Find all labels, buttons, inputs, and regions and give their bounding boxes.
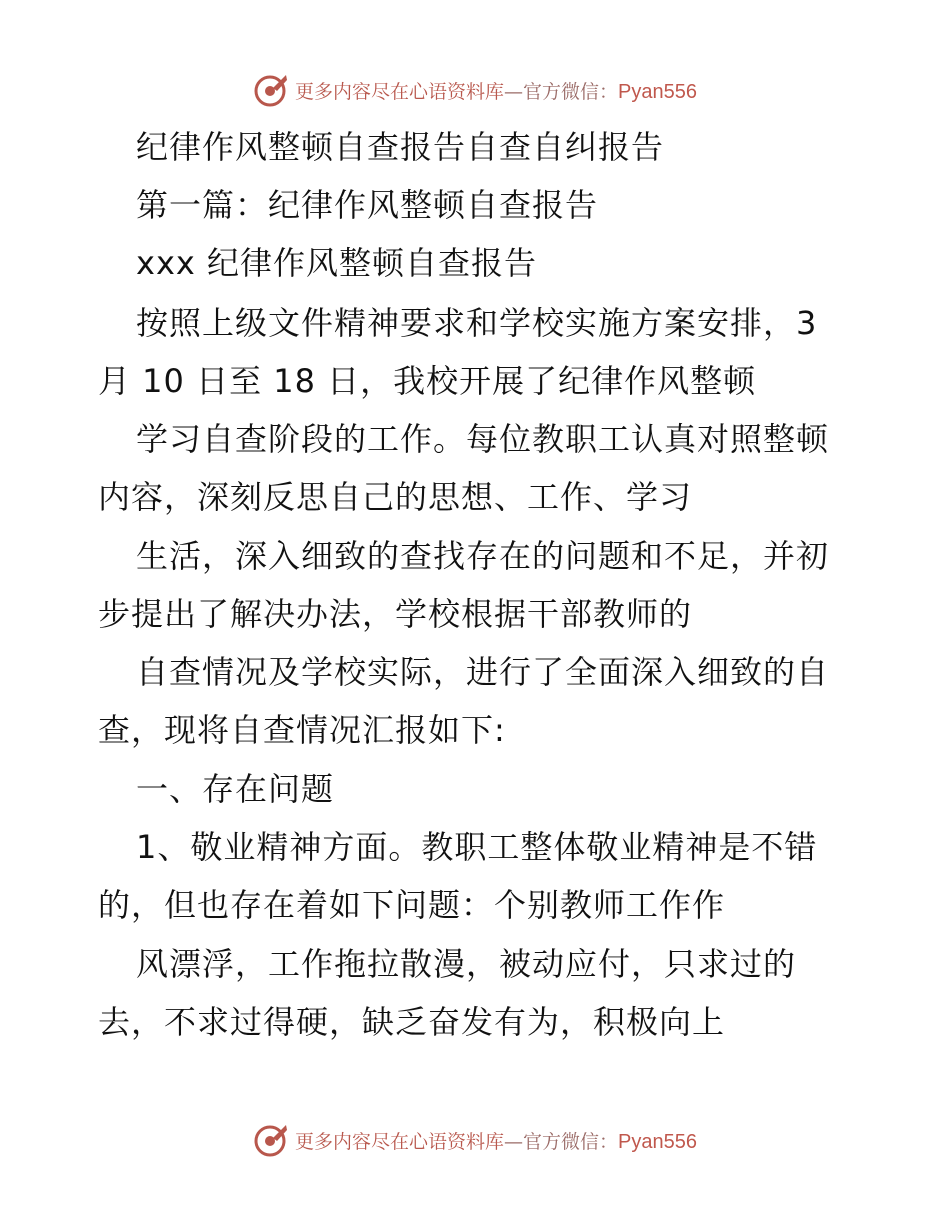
paragraph-line: 1、敬业精神方面。教职工整体敬业精神是不错 [136, 828, 818, 866]
banner-contact-label: 官方微信： [523, 1130, 619, 1153]
paragraph-line: 学习自查阶段的工作。每位教职工认真对照整顿 [136, 420, 830, 458]
paragraph-line: 查，现将自查情况汇报如下: [98, 711, 506, 749]
footer-banner [0, 1120, 950, 1160]
paragraph-line: 的，但也存在着如下问题：个别教师工作作 [98, 886, 726, 924]
doc-subtitle: 第一篇：纪律作风整顿自查报告 [136, 186, 599, 224]
brand-logo-icon [253, 72, 289, 108]
paragraph-line: 风漂浮，工作拖拉散漫，被动应付，只求过的 [136, 945, 797, 983]
paragraph-line: 步提出了解决办法，学校根据干部教师的 [98, 595, 693, 633]
banner-separator: — [504, 80, 524, 103]
doc-title: 纪律作风整顿自查报告自查自纠报告 [136, 128, 665, 166]
header-banner [0, 70, 950, 110]
paragraph-line: 按照上级文件精神要求和学校实施方案安排，3 [136, 304, 818, 342]
banner-contact-label: 官方微信： [523, 80, 619, 103]
section-heading: 一、存在问题 [136, 770, 335, 808]
doc-heading: xxx 纪律作风整顿自查报告 [136, 244, 537, 282]
banner-text: 更多内容尽在心语资料库 [295, 1130, 505, 1153]
paragraph-line: 生活，深入细致的查找存在的问题和不足，并初 [136, 537, 830, 575]
banner-separator: — [504, 1130, 524, 1153]
paragraph-line: 去，不求过得硬，缺乏奋发有为，积极向上 [98, 1003, 726, 1041]
brand-logo-icon [253, 1122, 289, 1158]
banner-contact-id: Pyan556 [618, 80, 697, 103]
banner-contact-id: Pyan556 [618, 1130, 697, 1153]
paragraph-line: 月 10 日至 18 日，我校开展了纪律作风整顿 [98, 362, 757, 400]
paragraph-line: 内容，深刻反思自己的思想、工作、学习 [98, 478, 693, 516]
paragraph-line: 自查情况及学校实际，进行了全面深入细致的自 [136, 653, 830, 691]
banner-text: 更多内容尽在心语资料库 [295, 80, 505, 103]
